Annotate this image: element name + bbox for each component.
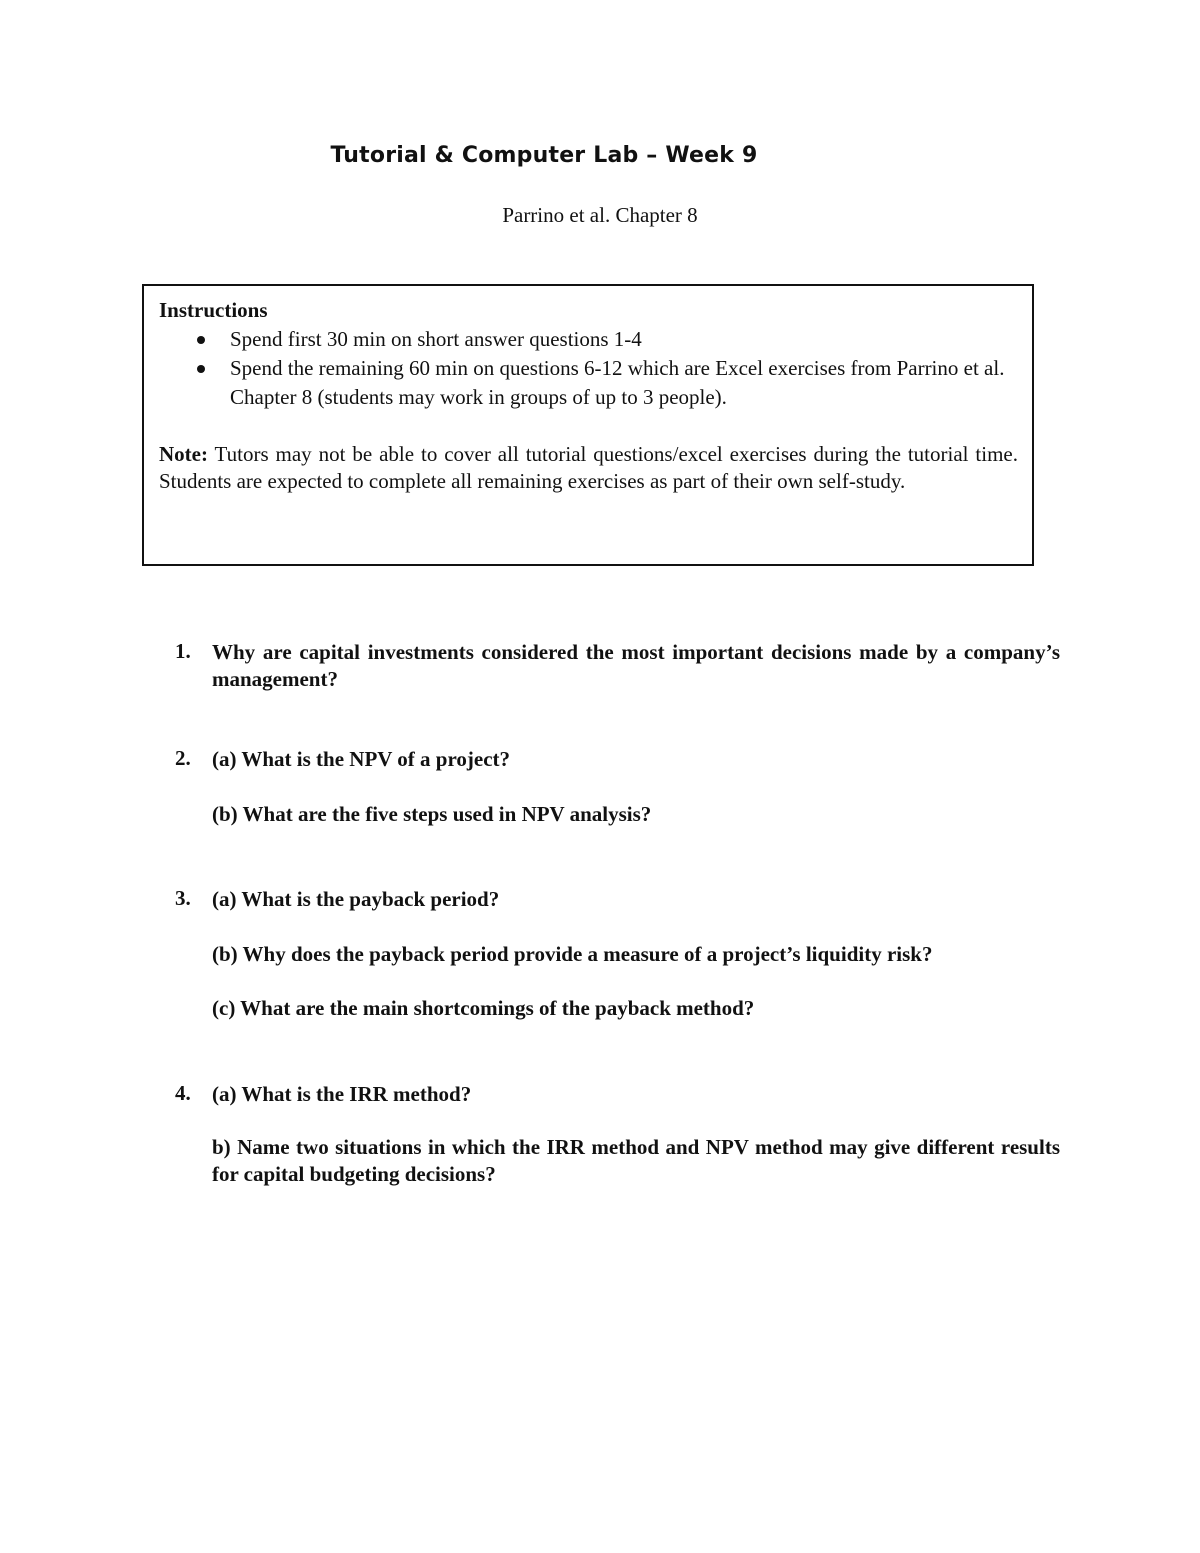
question-2b-text: (b) What are the five steps used in NPV analysis?	[212, 802, 652, 826]
question-4a-text: (a) What is the IRR method?	[212, 1082, 472, 1106]
note-label: Note:	[159, 442, 208, 466]
question-number: 3.	[175, 886, 191, 910]
question-3c-text: (c) What are the main shortcomings of the payback method?	[212, 996, 755, 1020]
question-3a-text: (a) What is the payback period?	[212, 887, 500, 911]
document-subtitle: Parrino et al. Chapter 8	[502, 203, 698, 227]
question-number: 2.	[175, 746, 191, 770]
question-3b-text: (b) Why does the payback period provide a measure of a project’s liquidity risk?	[212, 942, 933, 966]
question-4b-text: b) Name two situations in which the IRR method and NPV method may give different results for capital budgeting decisions?	[212, 1135, 1060, 1186]
question-2a-text: (a) What is the NPV of a project?	[212, 747, 511, 771]
instructions-heading: Instructions	[159, 298, 268, 322]
note-text: Tutors may not be able to cover all tutorial questions/excel exercises during the tutorial time. Students are expected to complete all remaining exercises as part of their own self-study.	[159, 442, 1018, 493]
instruction-text: Spend the remaining 60 min on questions 6-12 which are Excel exercises from Parrino et al. Chapter 8 (students may work in groups of up to 3 people).	[230, 356, 1005, 409]
question-number: 4.	[175, 1081, 191, 1105]
document-title: Tutorial & Computer Lab – Week 9	[330, 143, 758, 168]
question-number: 1.	[175, 639, 191, 663]
instruction-text: Spend first 30 min on short answer questions 1-4	[230, 327, 642, 351]
question-1-text: Why are capital investments considered the most important decisions made by a company’s management?	[212, 640, 1060, 691]
